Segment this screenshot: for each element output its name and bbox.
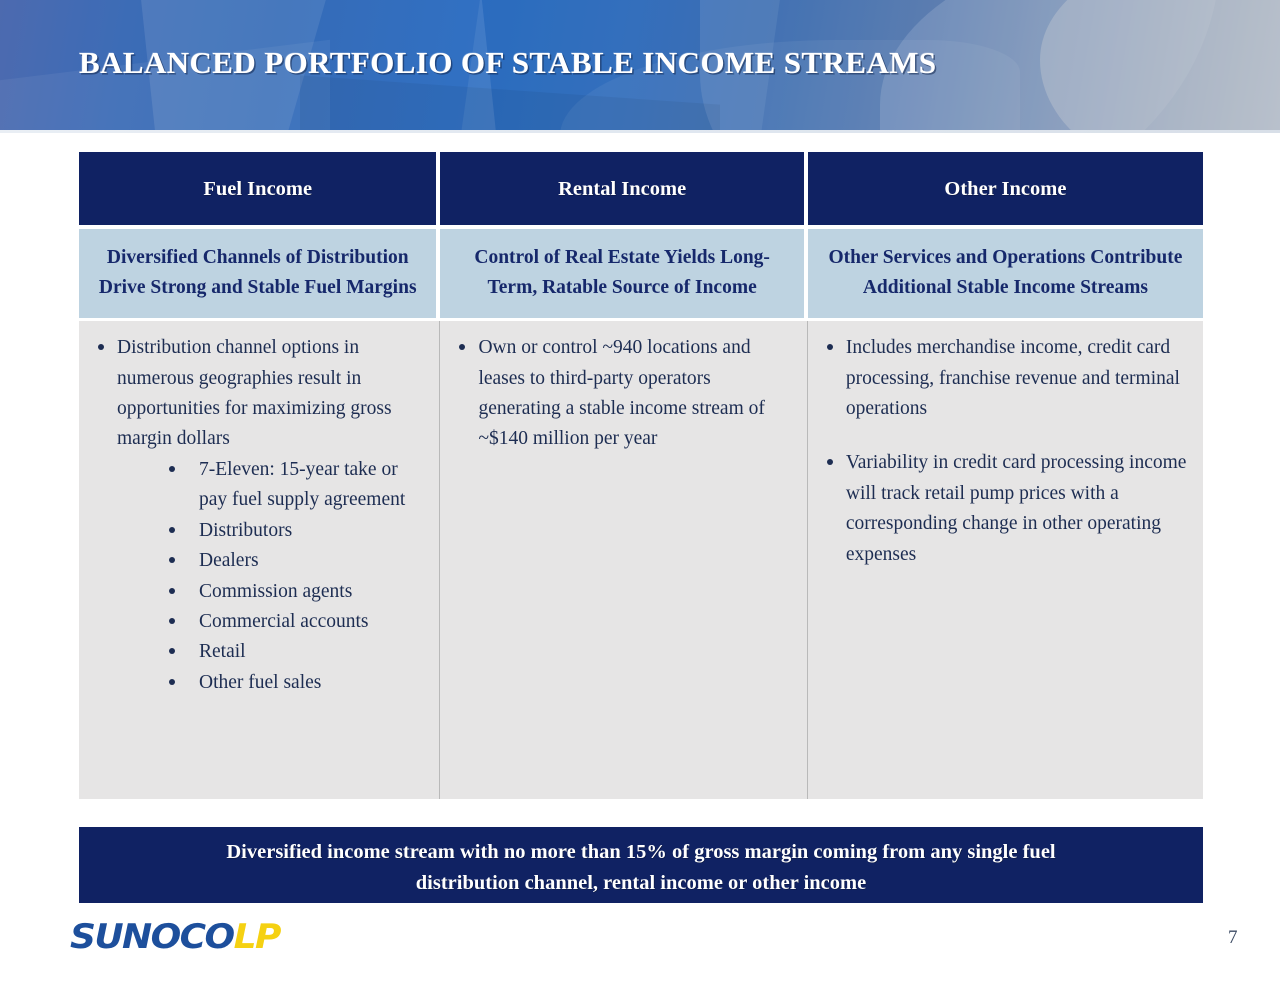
table-cell-fuel-income bbox=[79, 321, 436, 799]
income-streams-table bbox=[79, 152, 1203, 799]
bullet-point-icon bbox=[169, 618, 175, 624]
logo-sunoco-text: SUNOCO bbox=[70, 917, 234, 957]
table-subheader-fuel-income: Diversified Channels of Distribution Drive Strong and Stable Fuel Margins bbox=[79, 229, 436, 318]
bullet-text: Distribution channel options in numerous geographies result in opportunities for maximizing gross margin dollars bbox=[117, 337, 392, 450]
table-header-fuel-income: Fuel Income bbox=[79, 152, 436, 225]
list-item bbox=[169, 516, 422, 546]
list-item bbox=[169, 546, 422, 576]
bullet-point-icon bbox=[169, 466, 175, 472]
bullet-point-icon bbox=[169, 557, 175, 563]
list-item bbox=[169, 637, 422, 667]
list-item bbox=[89, 333, 422, 698]
sub-bullet-list-distribution-channels bbox=[117, 455, 422, 698]
table-subheader-rental-income: Control of Real Estate Yields Long-Term, Ratable Source of Income bbox=[440, 229, 803, 318]
page-number: 7 bbox=[1228, 927, 1238, 948]
table-header-row bbox=[79, 152, 1203, 225]
list-item bbox=[169, 577, 422, 607]
table-header-other-income: Other Income bbox=[808, 152, 1203, 225]
summary-banner bbox=[79, 827, 1203, 903]
list-item bbox=[450, 333, 789, 455]
list-item bbox=[169, 607, 422, 637]
sub-bullet-text: Retail bbox=[199, 641, 246, 663]
list-item bbox=[818, 448, 1189, 570]
list-item bbox=[818, 333, 1189, 424]
bullet-point-icon bbox=[827, 459, 833, 465]
sunoco-lp-logo bbox=[70, 916, 280, 958]
bullet-text: Variability in credit card processing income will track retail pump prices with a corresponding change in other operating expenses bbox=[845, 452, 1187, 565]
banner-decoration-shape-9 bbox=[1040, 0, 1280, 130]
list-item bbox=[169, 668, 422, 698]
bullet-point-icon bbox=[169, 588, 175, 594]
bullet-text: Own or control ~940 locations and leases to third-party operators generating a stable income stream of ~$140 million per year bbox=[478, 337, 765, 450]
table-subheader-row bbox=[79, 229, 1203, 318]
logo-lp-text: LP bbox=[233, 917, 280, 957]
logo-wordmark bbox=[70, 917, 280, 957]
banner-decoration-shape-5 bbox=[880, 0, 1280, 130]
bullet-point-icon bbox=[827, 344, 833, 350]
page-title: BALANCED PORTFOLIO OF STABLE INCOME STREAMS bbox=[79, 45, 937, 80]
bullet-point-icon bbox=[169, 527, 175, 533]
bullet-text: Includes merchandise income, credit card processing, franchise revenue and terminal operations bbox=[845, 337, 1180, 420]
bullet-list-other-income bbox=[818, 333, 1189, 570]
bullet-point-icon bbox=[169, 648, 175, 654]
bullet-point-icon bbox=[98, 344, 104, 350]
bullet-list-rental-income bbox=[450, 333, 789, 455]
bullet-list-fuel-income bbox=[89, 333, 422, 698]
sub-bullet-text: Dealers bbox=[199, 550, 259, 572]
sub-bullet-text: Other fuel sales bbox=[199, 671, 322, 693]
table-header-rental-income: Rental Income bbox=[440, 152, 803, 225]
header-divider bbox=[0, 130, 1280, 133]
sub-bullet-text: Commission agents bbox=[199, 580, 353, 602]
sub-bullet-text: 7-Eleven: 15-year take or pay fuel supply agreement bbox=[199, 458, 406, 511]
table-subheader-other-income: Other Services and Operations Contribute Additional Stable Income Streams bbox=[808, 229, 1203, 318]
banner-decoration-shape-8 bbox=[300, 75, 720, 130]
summary-banner-line-2: distribution channel, rental income or other income bbox=[415, 872, 867, 895]
list-item bbox=[169, 455, 422, 516]
bullet-point-icon bbox=[169, 679, 175, 685]
bullet-point-icon bbox=[459, 344, 465, 350]
summary-banner-line-1: Diversified income stream with no more than 15% of gross margin coming from any single fuel bbox=[226, 841, 1056, 863]
table-cell-other-income bbox=[808, 321, 1203, 799]
sub-bullet-text: Distributors bbox=[199, 519, 293, 541]
table-cell-rental-income bbox=[440, 321, 803, 799]
table-body-row bbox=[79, 321, 1203, 799]
sub-bullet-text: Commercial accounts bbox=[199, 610, 369, 632]
